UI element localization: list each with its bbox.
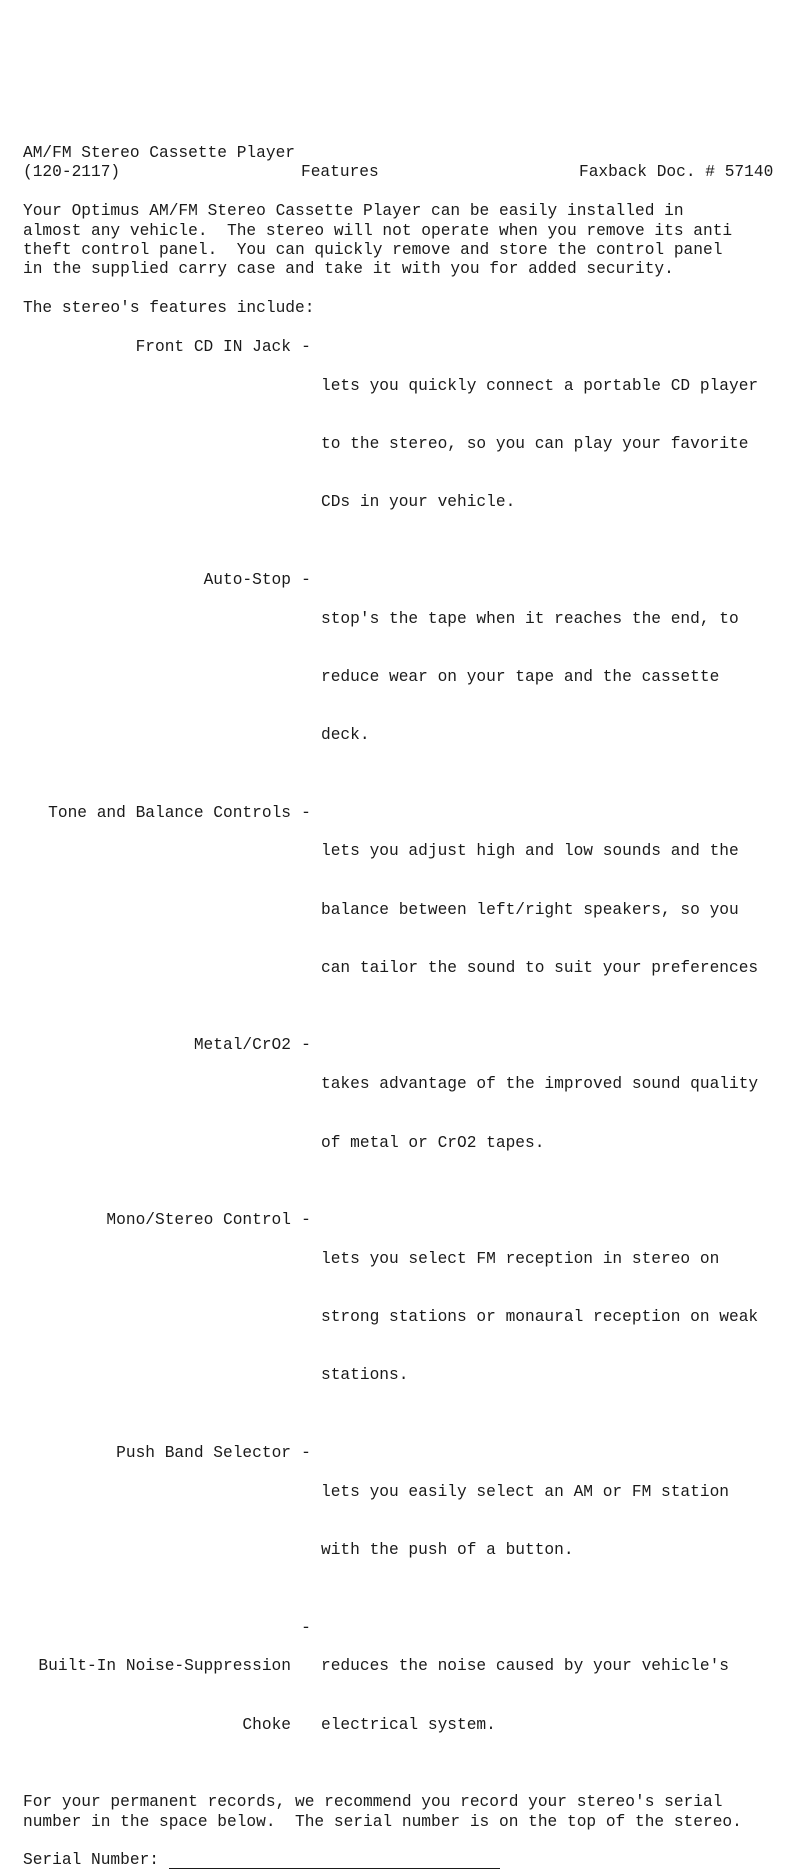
feature-item: Tone and Balance Controls - lets you adjust high and low sounds and the balance between left/right speakers, so you can tailor the sound to suit your preferences: [23, 804, 793, 1017]
document-body: [23, 144, 793, 1871]
feature-description: lets you select FM reception in stereo on strong stations or monaural reception on weak stations.: [321, 1249, 759, 1385]
serial-number-row: [23, 1851, 793, 1870]
features-list: [23, 338, 793, 1774]
feature-item: Mono/Stereo Control - lets you select FM reception in stereo on strong stations or monaural reception on weak stations.: [23, 1211, 793, 1424]
records-line: For your permanent records, we recommend you record your stereo's serial: [23, 1793, 723, 1812]
feature-name: Built-In Noise-Suppression Choke: [38, 1657, 291, 1734]
feature-name: Push Band Selector: [116, 1443, 291, 1462]
feature-item: Built-In Noise-Suppression Choke - reduces the noise caused by your vehicle's electrical system.: [23, 1619, 793, 1774]
feature-item: Metal/CrO2 - takes advantage of the improved sound quality of metal or CrO2 tapes.: [23, 1036, 793, 1191]
feature-name: Front CD IN Jack: [135, 337, 291, 356]
feature-description: reduces the noise caused by your vehicle's electrical system.: [321, 1657, 729, 1734]
feature-item: Front CD IN Jack - lets you quickly connect a portable CD player to the stereo, so you can play your favorite CDs in your vehicle.: [23, 338, 793, 551]
catalog-number: (120-2117): [23, 163, 121, 182]
doc-header-row: [23, 163, 793, 182]
doc-title: AM/FM Stereo Cassette Player: [23, 144, 295, 162]
records-paragraph: [23, 1793, 793, 1832]
serial-number-blank-line: [169, 1852, 500, 1869]
feature-description: lets you adjust high and low sounds and the balance between left/right speakers, so you can tailor the sound to suit your preferences: [321, 842, 759, 977]
feature-item: Auto-Stop - stop's the tape when it reaches the end, to reduce wear on your tape and the cassette deck.: [23, 571, 793, 784]
feature-description: lets you quickly connect a portable CD player to the stereo, so you can play your favorite CDs in your vehicle.: [321, 376, 759, 512]
feature-description: stop's the tape when it reaches the end, to reduce wear on your tape and the cassette deck.: [321, 609, 739, 745]
records-line: number in the space below. The serial number is on the top of the stereo.: [23, 1812, 742, 1831]
feature-description: takes advantage of the improved sound quality of metal or CrO2 tapes.: [321, 1075, 759, 1152]
intro-line: almost any vehicle. The stereo will not operate when you remove its anti: [23, 221, 733, 240]
features-heading: The stereo's features include:: [23, 299, 315, 318]
feature-description: lets you easily select an AM or FM station with the push of a button.: [321, 1482, 729, 1560]
intro-paragraph: [23, 202, 793, 280]
intro-line: Your Optimus AM/FM Stereo Cassette Player can be easily installed in: [23, 202, 684, 221]
serial-number-label: Serial Number:: [23, 1851, 159, 1870]
feature-name: Mono/Stereo Control: [106, 1211, 291, 1230]
section-title: Features: [301, 163, 379, 182]
feature-item: Push Band Selector - lets you easily select an AM or FM station with the push of a button.: [23, 1444, 793, 1599]
faxback-doc-number: Faxback Doc. # 57140: [579, 163, 774, 182]
feature-name: Auto-Stop: [203, 570, 291, 589]
feature-name: Metal/CrO2: [193, 1036, 291, 1055]
feature-name: Tone and Balance Controls: [48, 803, 291, 822]
intro-line: theft control panel. You can quickly remove and store the control panel: [23, 240, 723, 259]
intro-line: in the supplied carry case and take it with you for added security.: [23, 260, 674, 279]
